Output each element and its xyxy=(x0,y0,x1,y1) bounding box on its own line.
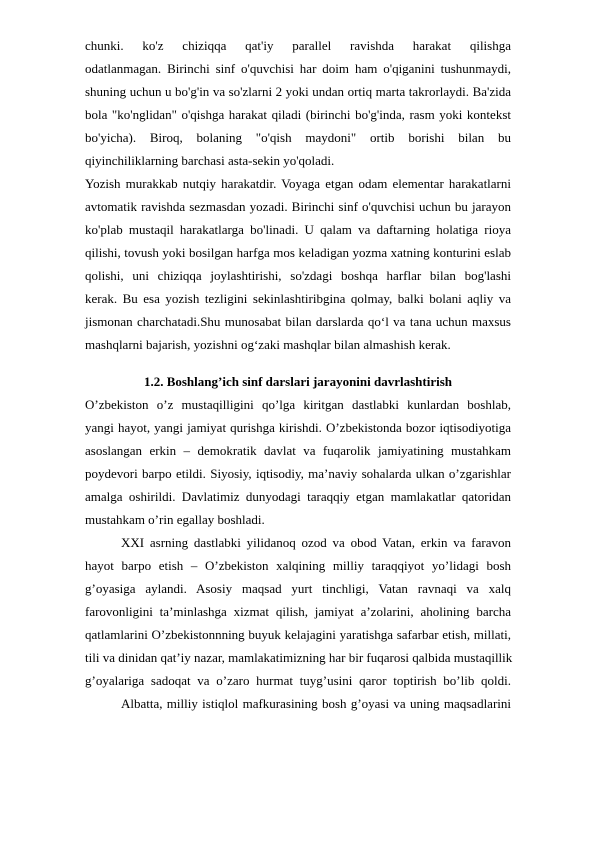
paragraph-line: g’oyasiga aylandi. Asosiy maqsad yurt tinchligi, Vatan ravnaqi va xalq xyxy=(85,581,511,596)
paragraph-line: asoslangan erkin – demokratik davlat va fuqarolik jamiyatining mustahkam xyxy=(85,443,511,458)
paragraph-line: mustahkam o’rin egallay boshladi. xyxy=(85,512,265,527)
section-heading: 1.2. Boshlang’ich sinf darslari jarayonini davrlashtirish xyxy=(143,374,453,389)
paragraph-line: kerak. Bu esa yozish tezligini sekinlashtiribgina qolmay, balki bolani aqliy va xyxy=(85,291,511,306)
paragraph-line: avtomatik ravishda sezmasdan yozadi. Birinchi sinf o'quvchisi uchun bu jarayon xyxy=(85,199,511,214)
paragraph-line: hayot barpo etish – O’zbekiston xalqining milliy taraqqiyot yo’lidagi bosh xyxy=(85,558,511,573)
paragraph-line: jismonan charchatadi.Shu munosabat bilan darslarda qo‘l va tana uchun maxsus xyxy=(85,314,511,329)
paragraph-line: qiyinchiliklarning barchasi asta-sekin yo'qoladi. xyxy=(85,153,335,168)
paragraph-line: g’oyalariga sadoqat va o’zaro hurmat tuyg’usini qaror toptirish bo’lib qoldi. xyxy=(85,673,511,688)
paragraph-line: O’zbekiston o’z mustaqilligini qo’lga kiritgan dastlabki kunlardan boshlab, xyxy=(85,397,511,412)
paragraph-line: mashqlarni bajarish, yozishni og‘zaki mashqlar bilan almashish kerak. xyxy=(85,337,451,352)
paragraph-line: qolishi, uni chiziqqa joylashtirishi, so'zdagi boshqa harflar bilan bog'lashi xyxy=(85,268,511,283)
paragraph-line: ko'plab mustaqil harakatlarga bo'linadi. U qalam va daftarning holatiga rioya xyxy=(85,222,511,237)
paragraph-line: amalga oshirildi. Davlatimiz dunyodagi taraqqiy etgan mamlakatlar qatoridan xyxy=(85,489,511,504)
paragraph-line: XXI asrning dastlabki yilidanoq ozod va obod Vatan, erkin va faravon xyxy=(121,535,511,550)
paragraph-line: yangi hayot, yangi jamiyat qurishga kirishdi. O’zbekistonda bozor iqtisodiyotiga xyxy=(85,420,511,435)
paragraph-line: qilishi, tovush yoki bosilgan harfga mos keladigan yozma xatning konturini eslab xyxy=(85,245,511,260)
paragraph-line: odatlanmagan. Birinchi sinf o'quvchisi har doim ham o'qiganini tushunmaydi, xyxy=(85,61,511,76)
paragraph-line: bo'yicha). Biroq, bolaning "o'qish maydoni" ortib borishi bilan bu xyxy=(85,130,511,145)
paragraph-line: qatlamlarini O’zbekistonnning buyuk kelajagini yaratishga safarbar etish, millati, xyxy=(85,627,511,642)
paragraph-line: chunki. ko'z chiziqqa qat'iy parallel ravishda harakat qilishga xyxy=(85,38,511,53)
paragraph-line: Albatta, milliy istiqlol mafkurasining bosh g’oyasi va uning maqsadlarini xyxy=(121,696,511,711)
paragraph-line: poydevori barpo etildi. Siyosiy, iqtisodiy, ma’naviy sohalarda ulkan o’zgarishlar xyxy=(85,466,511,481)
paragraph-line: tili va dinidan qat’iy nazar, mamlakatimizning har bir fuqarosi qalbida mustaqillik xyxy=(85,650,513,665)
paragraph-line: shuning uchun u bo'g'in va so'zlarni 2 yoki undan ortiq marta takrorlaydi. Ba'zida xyxy=(85,84,511,99)
paragraph-line: bola "ko'nglidan" o'qishga harakat qiladi (birinchi bo'g'inda, rasm yoki kontekst xyxy=(85,107,511,122)
paragraph-line: Yozish murakkab nutqiy harakatdir. Voyaga etgan odam elementar harakatlarni xyxy=(85,176,511,191)
paragraph-line: farovonligini ta’minlashga xizmat qilish, jamiyat a’zolarini, aholining barcha xyxy=(85,604,511,619)
